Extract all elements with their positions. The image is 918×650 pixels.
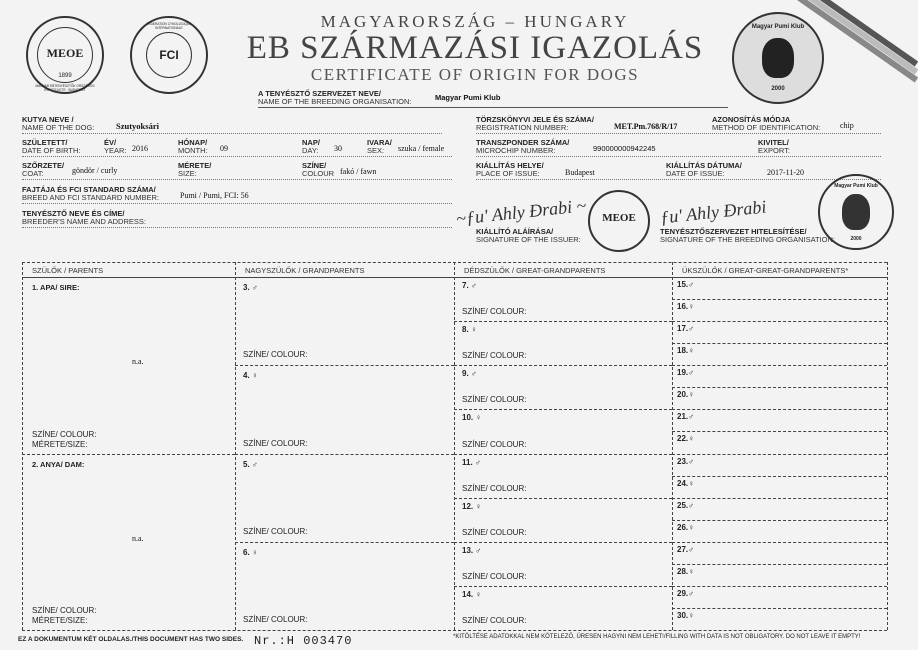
great-grandparent-10: 10. ♀ [462,413,482,423]
dog-name-value: Szutyoksári [116,121,159,131]
great-great-grandparent-24: 24.♀ [677,478,695,488]
org-signature: ƒu' Ahly Đrabi [659,196,768,228]
reg-label: TÖRZSKÖNYVI JELE ÉS SZÁMA/ REGISTRATION NUMBER: [476,115,594,132]
meoe-ring-text: MAGYAR EBTENYÉSZTŐK ORSZÁGOS EGYESÜLETE · BUDAPEST [35,84,95,92]
pedigree-row-line [672,520,887,521]
pedigree-row-line [672,299,887,300]
issuer-label: KIÁLLÍTÓ ALÁÍRÁSA/ SIGNATURE OF THE ISSUER: [476,227,581,244]
dob-label: SZÜLETETT/ DATE OF BIRTH: [22,138,81,155]
great-great-grandparent-22: 22.♀ [677,434,695,444]
pedigree-row-line [672,476,887,477]
reg-value: MET.Pm.768/R/17 [614,122,678,131]
dog-head-icon [762,38,794,78]
pedigree-row-line [672,608,887,609]
meoe-year: 1899 [58,73,72,79]
pedigree-row-line [672,586,887,587]
document-number: Nr.:H 003470 [254,634,353,648]
pedigree-row-line [672,321,887,322]
two-sides-note: EZ A DOKUMENTUM KÉT OLDALAS./THIS DOCUMENT HAS TWO SIDES. [18,636,244,643]
great-grandparent-8: 8. ♀ [462,325,477,335]
ident-label: AZONOSÍTÁS MÓDJA METHOD OF IDENTIFICATION: [712,115,821,132]
great-great-grandparent-21: 21.♂ [677,412,695,422]
grandparent-3: 3. ♂ [243,283,258,292]
dog-name-label: KUTYA NEVE / NAME OF THE DOG: [22,115,95,132]
pedigree-row-line [235,365,454,366]
pedigree-row-line [454,542,672,543]
pedigree-row-line [454,498,672,499]
issuer-stamp-mark: MEOE [602,212,636,224]
grandparent-6: 6. ♀ [243,547,258,557]
pumi-club-logo [732,12,824,104]
pedigree-row-line [672,409,887,410]
pedigree-row-line [672,454,887,455]
issuer-stamp [588,190,650,252]
great-great-grandparent-18: 18.♀ [677,346,695,356]
dam-colour-label: SZÍNE/ COLOUR: [32,606,97,615]
great-grandparent-colour-label: SZÍNE/ COLOUR: [462,571,527,581]
pedigree-column-line [454,262,455,630]
pumi-club-name: Magyar Pumi Klub [751,24,805,30]
obligation-note: *KITÖLTÉSE ADATOKKAL NEM KÖTELEZŐ, ÜRESEN HAGYNI NEM LEHET!/FILLING WITH DATA IS NOT OBLIGATORY. DO NOT LEAVE IT EMPTY! [453,634,861,640]
chip-label: TRANSZPONDER SZÁMA/ MICROCHIP NUMBER: [476,138,570,155]
pedigree-header-1: SZÜLŐK / PARENTS [32,266,104,275]
pedigree-column-line [22,262,23,630]
fci-logo [130,16,208,94]
pedigree-row-line [454,409,672,410]
meoe-mark: MEOE [46,46,84,60]
pedigree-bottom-line [22,630,887,631]
great-grandparent-colour-label: SZÍNE/ COLOUR: [462,395,527,405]
pedigree-row-line [672,564,887,565]
great-great-grandparent-23: 23.♂ [677,456,695,466]
grandparent-colour-label: SZÍNE/ COLOUR: [243,438,308,448]
grandparent-colour-label: SZÍNE/ COLOUR: [243,350,308,360]
date-label: KIÁLLÍTÁS DÁTUMA/ DATE OF ISSUE: [666,161,742,178]
auth-label: TENYÉSZTŐSZERVEZET HITELESÍTÉSE/ SIGNATURE OF THE BREEDING ORGANISATION: [660,227,836,244]
pedigree-row-line [672,498,887,499]
pedigree-header-4: ÜKSZÜLŐK / GREAT-GREAT-GRANDPARENTS* [682,266,849,275]
export-label: KIVITEL/ EXPORT: [758,138,790,155]
issuer-signature: ~ƒu' Ahly Đrabi ~ [455,195,588,229]
grandparent-colour-label: SZÍNE/ COLOUR: [243,526,308,536]
size-label: MÉRETE/ SIZE: [178,161,212,178]
dam-value: n.a. [132,533,144,543]
dam-label: 2. ANYA/ DAM: [32,459,85,469]
pedigree-row-line [235,454,454,455]
great-grandparent-7: 7. ♂ [462,281,477,290]
pedigree-column-line [235,262,236,630]
colour-label: SZÍNE/ COLOUR [302,161,335,178]
great-grandparent-colour-label: SZÍNE/ COLOUR: [462,439,527,449]
breed-label: FAJTÁJA ÉS FCI STANDARD SZÁMA/ BREED AND FCI STANDARD NUMBER: [22,185,159,202]
fci-ring-text: FEDERATION CYNOLOGIQUE INTERNATIONALE [146,22,192,30]
grandparent-colour-label: SZÍNE/ COLOUR: [243,615,308,624]
great-grandparent-13: 13. ♂ [462,545,482,555]
coat-value: göndör / curly [72,166,118,175]
breed-value: Pumi / Pumi, FCI: 56 [180,191,249,200]
great-great-grandparent-25: 25.♂ [677,500,695,510]
great-grandparent-colour-label: SZÍNE/ COLOUR: [462,616,527,625]
pedigree-column-line [887,262,888,630]
fci-mark: FCI [159,48,179,62]
coat-label: SZŐRZETE/ COAT: [22,161,65,178]
pedigree-row-line [672,365,887,366]
colour-value: fakó / fawn [340,167,377,176]
ident-value: chip [840,121,854,130]
great-great-grandparent-29: 29.♂ [677,588,695,598]
grandparent-5: 5. ♂ [243,459,258,469]
great-grandparent-14: 14. ♀ [462,589,482,599]
pedigree-header-line [22,277,887,278]
month-label: HÓNAP/ MONTH: [178,138,208,155]
pedigree-row-line [454,365,672,366]
pedigree-row-line [454,586,672,587]
date-value: 2017-11-20 [767,168,805,177]
sire-label: 1. APA/ SIRE: [32,283,80,292]
sex-value: szuka / female [398,144,445,153]
great-great-grandparent-17: 17.♂ [677,324,695,334]
place-value: Budapest [565,168,595,177]
breeder-label: TENYÉSZTŐ NEVE ÉS CÍME/ BREEDER'S NAME AND ADDRESS: [22,209,146,226]
great-grandparent-colour-label: SZÍNE/ COLOUR: [462,527,527,537]
great-grandparent-11: 11. ♂ [462,457,481,467]
pumi-stamp-year: 2000 [850,236,862,242]
month-value: 09 [220,144,228,153]
grandparent-4: 4. ♀ [243,371,258,381]
pedigree-row-line [672,343,887,344]
great-grandparent-colour-label: SZÍNE/ COLOUR: [462,351,527,361]
great-grandparent-colour-label: SZÍNE/ COLOUR: [462,483,527,493]
sex-label: IVARA/ SEX: [367,138,392,155]
place-label: KIÁLLÍTÁS HELYE/ PLACE OF ISSUE: [476,161,544,178]
day-label: NAP/ DAY: [302,138,320,155]
pedigree-row-line [235,542,454,543]
year-value: 2016 [132,144,148,153]
great-grandparent-12: 12. ♀ [462,501,482,511]
great-grandparent-9: 9. ♂ [462,369,477,379]
sire-size-label: MÉRETE/SIZE: [32,439,88,449]
great-great-grandparent-16: 16.♀ [677,302,695,312]
dam-size-label: MÉRETE/SIZE: [32,616,88,625]
country-title: MAGYARORSZÁG – HUNGARY [320,12,630,31]
pedigree-row-line [672,542,887,543]
great-great-grandparent-30: 30.♀ [677,610,695,620]
pedigree-header-3: DÉDSZÜLŐK / GREAT-GRANDPARENTS [464,266,606,275]
great-great-grandparent-27: 27.♂ [677,544,695,554]
pedigree-header-2: NAGYSZÜLŐK / GRANDPARENTS [245,266,365,275]
meoe-logo [26,16,104,94]
pedigree-row-line [454,454,672,455]
great-grandparent-colour-label: SZÍNE/ COLOUR: [462,307,527,317]
title-en: CERTIFICATE OF ORIGIN FOR DOGS [310,65,640,84]
pedigree-top-line [22,262,887,263]
pedigree-row-line [672,431,887,432]
pedigree-column-line [672,262,673,630]
pumi-stamp-dog-icon [842,194,870,230]
great-great-grandparent-26: 26.♀ [677,522,695,532]
pedigree-row-line [22,454,235,455]
day-value: 30 [334,144,342,153]
pedigree-row-line [672,387,887,388]
breeding-org-value: Magyar Pumi Klub [435,93,501,102]
great-great-grandparent-15: 15.♂ [677,280,695,289]
year-label: ÉV/ YEAR: [104,138,127,155]
sire-value: n.a. [132,357,144,367]
great-great-grandparent-20: 20.♀ [677,390,695,400]
sire-colour-label: SZÍNE/ COLOUR: [32,429,97,439]
title-hu: EB SZÁRMAZÁSI IGAZOLÁS [246,30,704,66]
pedigree-row-line [454,321,672,322]
great-great-grandparent-28: 28.♀ [677,566,695,576]
breeding-org-label: A TENYÉSZTŐ SZERVEZET NEVE/ NAME OF THE BREEDING ORGANISATION: [258,89,412,106]
pumi-club-year: 2000 [771,86,785,92]
pumi-stamp-name: Magyar Pumi Klub [834,183,878,189]
chip-value: 990000000942245 [593,144,656,153]
great-great-grandparent-19: 19.♂ [677,368,695,378]
